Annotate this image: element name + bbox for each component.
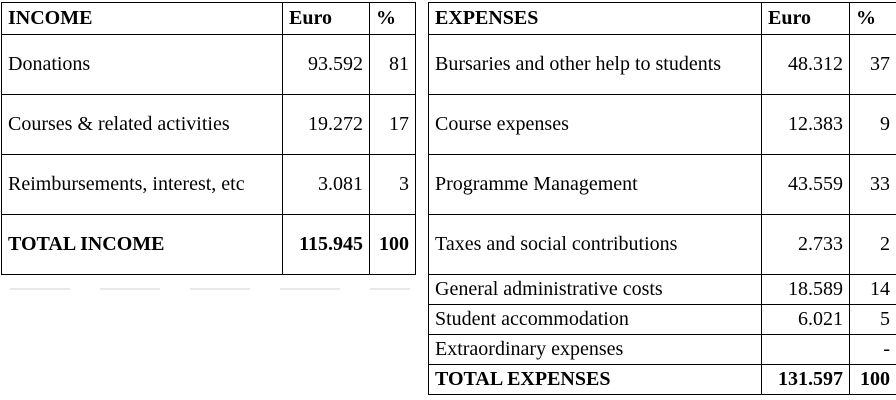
expenses-row [429,215,896,275]
expenses-row-pct: 33 [850,155,896,215]
scan-artifact-line [10,288,410,290]
expenses-row-euro: 43.559 [762,155,850,215]
expenses-row-euro: 48.312 [762,35,850,95]
income-row-label: Donations [2,35,283,95]
income-row [2,95,416,155]
income-row-euro: 3.081 [283,155,370,215]
income-header-label: INCOME [2,3,283,35]
expenses-row-label: Course expenses [429,95,762,155]
expenses-row-label: Taxes and social contributions [429,215,762,275]
expenses-header-pct: % [850,3,896,35]
expenses-row-euro: 12.383 [762,95,850,155]
income-total-label: TOTAL INCOME [2,215,283,275]
expenses-row-euro: 2.733 [762,215,850,275]
expenses-row-pct: - [850,335,896,365]
income-header-row [2,3,416,35]
expenses-row-pct: 9 [850,95,896,155]
expenses-header-label: EXPENSES [429,3,762,35]
income-row-pct: 81 [370,35,416,95]
expenses-row [429,335,896,365]
income-row-euro: 19.272 [283,95,370,155]
expenses-row [429,305,896,335]
expenses-row [429,95,896,155]
income-row-euro: 93.592 [283,35,370,95]
expenses-row-label: Student accommodation [429,305,762,335]
expenses-row-pct: 37 [850,35,896,95]
expenses-total-euro: 131.597 [762,365,850,395]
expenses-total-label: TOTAL EXPENSES [429,365,762,395]
expenses-row-label: Extraordinary expenses [429,335,762,365]
expenses-row-euro [762,335,850,365]
expenses-row [429,155,896,215]
income-total-row [2,215,416,275]
income-row-pct: 17 [370,95,416,155]
income-row [2,35,416,95]
expenses-row [429,35,896,95]
income-total-pct: 100 [370,215,416,275]
income-header-pct: % [370,3,416,35]
expenses-total-row [429,365,896,395]
expenses-table [428,2,896,395]
expenses-total-pct: 100 [850,365,896,395]
expenses-row-pct: 14 [850,275,896,305]
expenses-row-euro: 18.589 [762,275,850,305]
expenses-row-label: Bursaries and other help to students [429,35,762,95]
expenses-header-row [429,3,896,35]
expenses-row-pct: 5 [850,305,896,335]
income-header-euro: Euro [283,3,370,35]
income-total-euro: 115.945 [283,215,370,275]
expenses-row-euro: 6.021 [762,305,850,335]
income-row-label: Courses & related activities [2,95,283,155]
income-row [2,155,416,215]
income-row-label: Reimbursements, interest, etc [2,155,283,215]
expenses-row [429,275,896,305]
expenses-header-euro: Euro [762,3,850,35]
income-row-pct: 3 [370,155,416,215]
expenses-row-label: Programme Management [429,155,762,215]
expenses-row-label: General administrative costs [429,275,762,305]
expenses-row-pct: 2 [850,215,896,275]
income-table [1,2,416,275]
